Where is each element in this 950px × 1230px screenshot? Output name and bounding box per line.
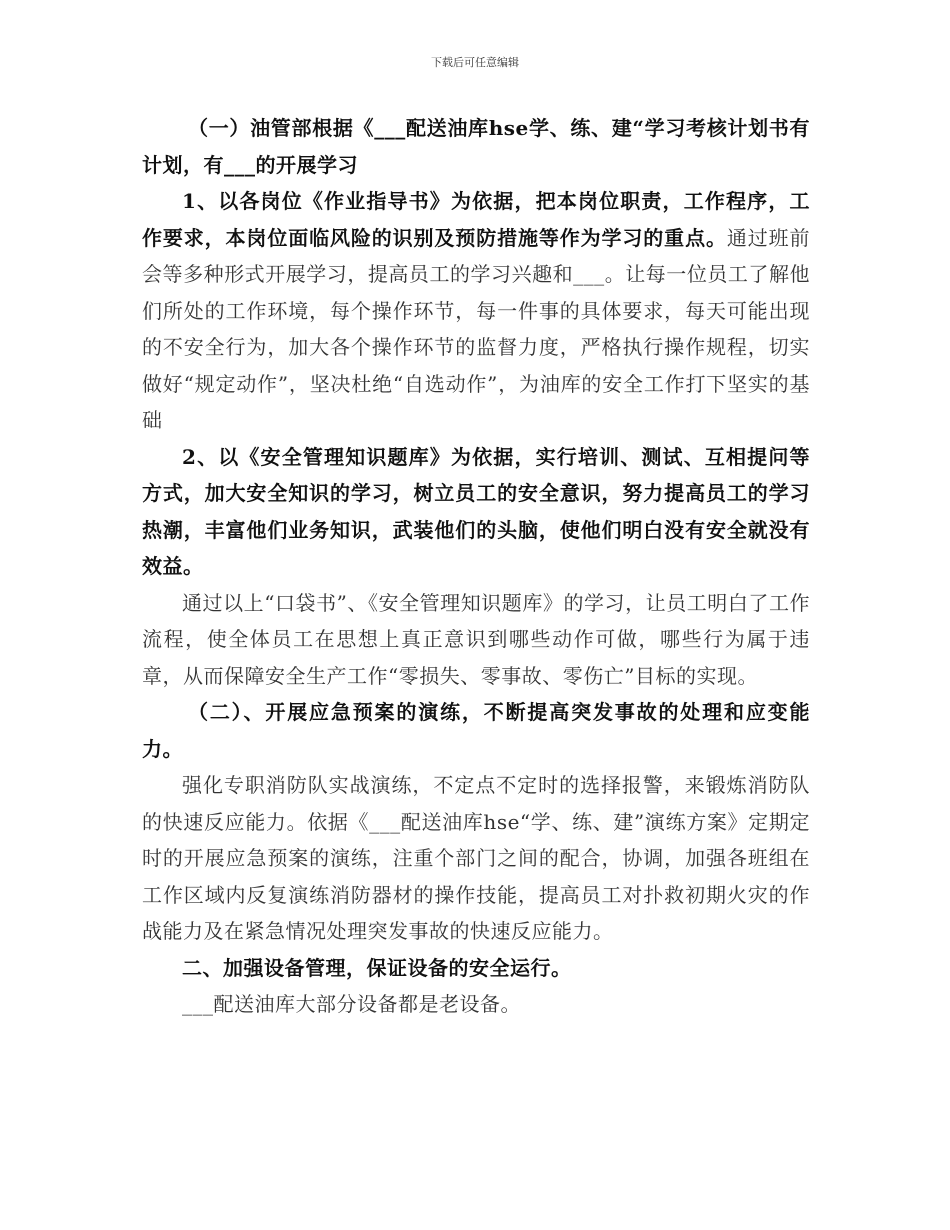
- section-heading-2: （二）、开展应急预案的演练，不断提高突发事故的处理和应变能力。: [142, 700, 810, 761]
- paragraph-summary: 通过以上“口袋书”、《安全管理知识题库》的学习，让员工明白了工作流程，使全体员工在思想上真正意识到哪些动作可做，哪些行为属于违章，从而保障安全生产工作“零损失、零事故、零伤亡”目标的实现。: [142, 590, 810, 688]
- page-header: 下载后可任意编辑: [431, 56, 519, 69]
- section-heading-3: 二、加强设备管理，保证设备的安全运行。: [182, 955, 572, 980]
- paragraph-item-1-text: 通过班前会等多种形式开展学习，提高员工的学习兴趣和___。让每一位员工了解他们所处的工作环境，每个操作环节，每一件事的具体要求，每天可能出现的不安全行为，加大各个操作环节的监督力度，严格执行操作规程，切实做好“规定动作”，坚决杜绝“自选动作”，为油库的安全工作打下坚实的基础: [142, 225, 811, 432]
- paragraph-item-1-bold: 1、以各岗位《作业指导书》为依据，把本岗位职责，工作程序，工作要求，本岗位面临风险的识别及预防措施等作为学习的重点。: [142, 189, 810, 250]
- paragraph-item-1: [142, 183, 810, 439]
- document-body: [142, 110, 810, 1023]
- paragraph-drill: 强化专职消防队实战演练，不定点不定时的选择报警，来锻炼消防队的快速反应能力。依据《___配送油库hse“学、练、建”演练方案》定期定时的开展应急预案的演练，注重个部门之间的配合，协调，加强各班组在工作区域内反复演练消防器材的操作技能，提高员工对扑救初期火灾的作战能力及在紧急情况处理突发事故的快速反应能力。: [142, 773, 810, 943]
- section-heading-1: （一）油管部根据《___配送油库hse学、练、建“学习考核计划书有计划，有___的开展学习: [142, 116, 810, 177]
- paragraph-item-2: 2、以《安全管理知识题库》为依据，实行培训、测试、互相提问等方式，加大安全知识的学习，树立员工的安全意识，努力提高员工的学习热潮，丰富他们业务知识，武装他们的头脑，使他们明白没有安全就没有效益。: [142, 444, 810, 578]
- paragraph-equipment: ___配送油库大部分设备都是老设备。: [182, 992, 521, 1016]
